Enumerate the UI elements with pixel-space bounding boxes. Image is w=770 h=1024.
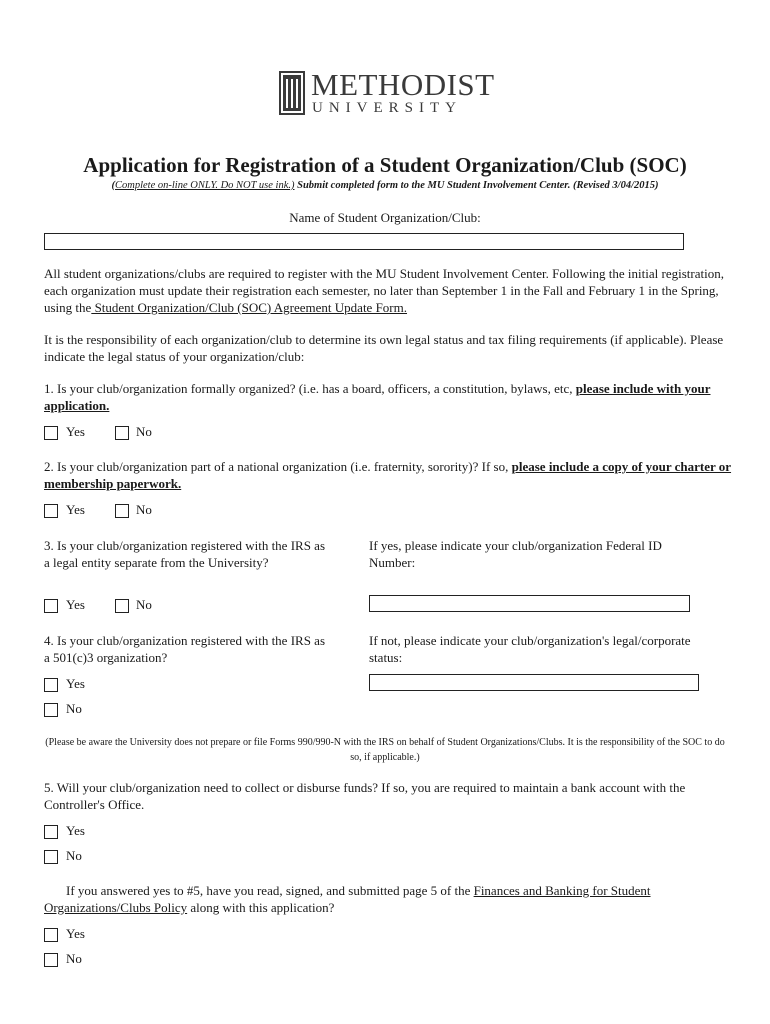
q4-legal-status-label: If not, please indicate your club/organization's legal/corporate status: [369,633,691,665]
q3-no-checkbox[interactable] [115,599,129,613]
subtitle-submit-note: Submit completed form to the MU Student Involvement Center. (Revised 3/04/2015) [294,180,659,191]
question-1-emphasis: please include with your application. [44,381,711,413]
irs-filing-notice: (Please be aware the University does not prepare or file Forms 990/990-N with the IRS on behalf of Student Organizations/Clubs. It is the responsibility of the SOC to do so, if applicable.) [45,737,725,763]
question-6 [44,882,734,916]
page-title: Application for Registration of a Student Organization/Club (SOC) [83,153,687,177]
legal-status-paragraph: It is the responsibility of each organization/club to determine its own legal status and tax filing requirements (if applicable). Please indicate the legal status of your organization/club: [44,332,724,364]
q4-yes-label: Yes [66,676,85,691]
q1-no-checkbox[interactable] [115,426,129,440]
logo-title: METHODIST [311,67,495,102]
q5-no-label: No [66,848,82,863]
q4-yes-checkbox[interactable] [44,678,58,692]
legal-status-input[interactable] [369,674,699,691]
finances-banking-policy-link[interactable]: Finances and Banking for Student Organizations/Clubs Policy [44,883,651,915]
intro-paragraph [44,265,734,316]
q5-no-checkbox[interactable] [44,850,58,864]
question-5-text: 5. Will your club/organization need to collect or disburse funds? If so, you are required to maintain a bank account with the Controller's Office. [44,780,686,812]
q6-yes-label: Yes [66,926,85,941]
q1-no-label: No [136,424,152,439]
question-2-text: 2. Is your club/organization part of a national organization (i.e. fraternity, sorority)? If so, [44,459,512,474]
org-name-input[interactable] [44,233,684,250]
intro-text: All student organizations/clubs are required to register with the MU Student Involvement Center. Following the initial registration, each organization must update their registration each semester, no later than September 1 in the Fall and February 1 in the Spring, using the [44,266,724,315]
q3-yes-checkbox[interactable] [44,599,58,613]
logo-subtitle: UNIVERSITY [312,100,462,116]
question-3-text: 3. Is your club/organization registered with the IRS as a legal entity separate from the University? [44,538,326,570]
org-name-label: Name of Student Organization/Club: [289,210,481,225]
q6-no-checkbox[interactable] [44,953,58,967]
q4-no-label: No [66,701,82,716]
question-6-text: If you answered yes to #5, have you read, signed, and submitted page 5 of the [66,883,474,898]
q2-no-label: No [136,502,152,517]
question-1-text: 1. Is your club/organization formally organized? (i.e. has a board, officers, a constitution, bylaws, etc, [44,381,576,396]
q2-no-checkbox[interactable] [115,504,129,518]
question-6-text-end: along with this application? [187,900,335,915]
q3-federal-id-label: If yes, please indicate your club/organization Federal ID Number: [369,538,662,570]
q3-no-label: No [136,597,152,612]
q1-yes-label: Yes [66,424,85,439]
soc-agreement-update-form-link[interactable]: Student Organization/Club (SOC) Agreement Update Form. [91,300,408,315]
page-subtitle [0,180,770,191]
question-1 [44,380,734,414]
subtitle-paren: ( [111,180,116,191]
q1-yes-checkbox[interactable] [44,426,58,440]
q6-yes-checkbox[interactable] [44,928,58,942]
q5-yes-label: Yes [66,823,85,838]
q5-yes-checkbox[interactable] [44,825,58,839]
q3-yes-label: Yes [66,597,85,612]
university-logo-icon [279,71,305,115]
question-2 [44,458,734,492]
question-4-text: 4. Is your club/organization registered with the IRS as a 501(c)3 organization? [44,633,326,665]
q2-yes-label: Yes [66,502,85,517]
subtitle-instruction: Complete on-line ONLY. Do NOT use ink.) [115,180,295,191]
question-2-emphasis: please include a copy of your charter or membership paperwork. [44,459,732,491]
q4-no-checkbox[interactable] [44,703,58,717]
methodist-university-logo [279,67,495,117]
q6-no-label: No [66,951,82,966]
federal-id-input[interactable] [369,595,690,612]
q2-yes-checkbox[interactable] [44,504,58,518]
